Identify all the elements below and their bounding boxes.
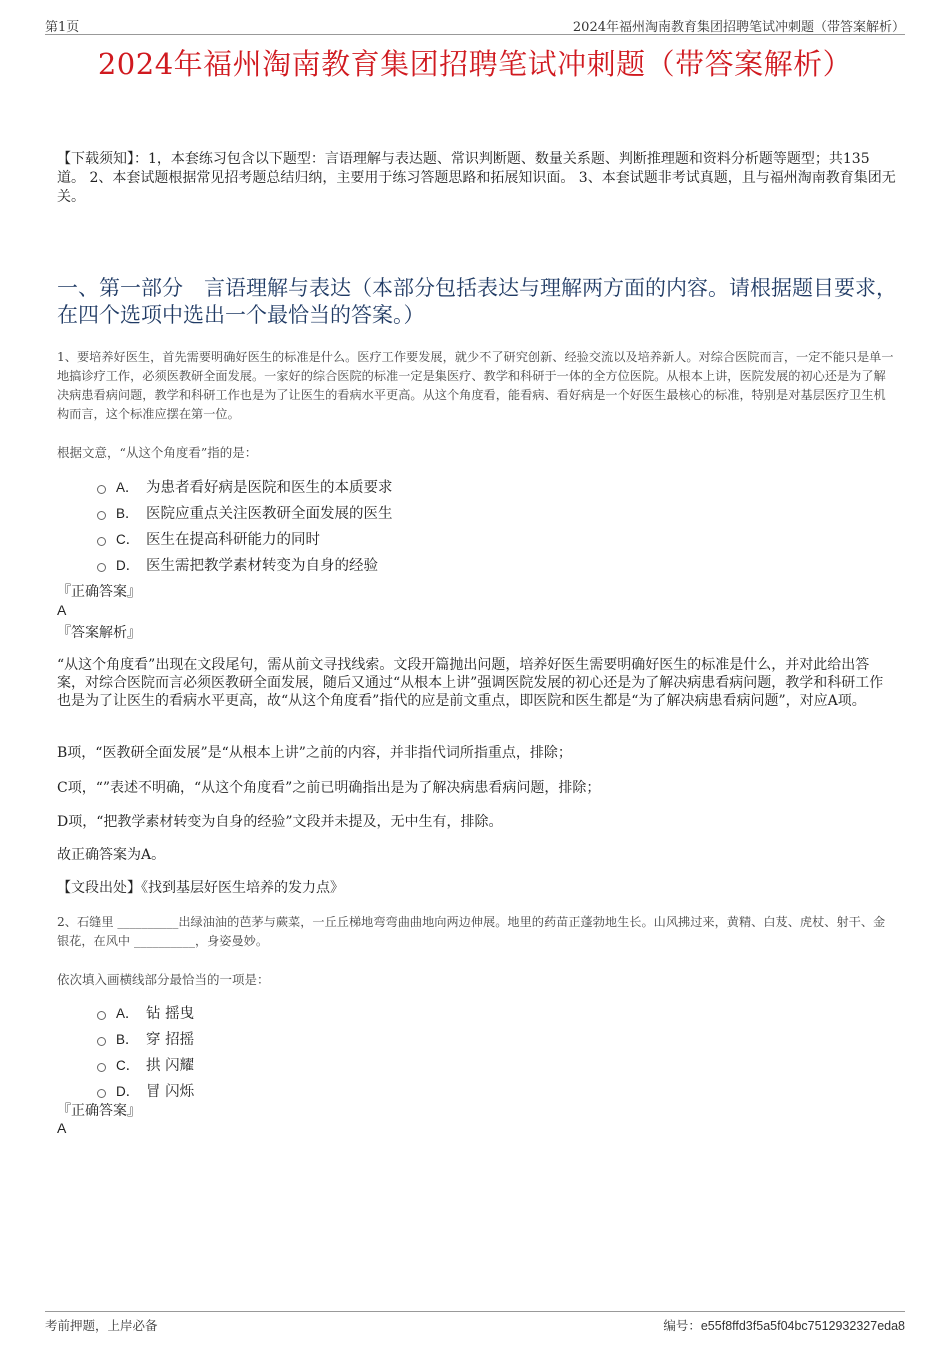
option-a[interactable]	[97, 473, 393, 499]
option-letter: C．	[116, 1058, 140, 1073]
option-text: 拱 闪耀	[146, 1057, 195, 1074]
option-letter: A．	[116, 480, 139, 495]
analysis-paragraph: C项，“”表述不明确，“从这个角度看”之前已明确指出是为了解决病患看病问题，排除；	[57, 780, 601, 796]
question-1-options	[97, 473, 393, 577]
option-c[interactable]	[97, 1051, 194, 1077]
footer-slogan: 考前押题，上岸必备	[45, 1318, 158, 1333]
question-2-text	[57, 913, 897, 951]
download-notice: 【下载须知】：1，本套练习包含以下题型：言语理解与表达题、常识判断题、数量关系题、判断推理题和资料分析题等题型；共135道。 2、本套试题根据常见招考题总结归纳，主要用于练习答题思路和拓展知识面。 3、本套试题非考试真题，且与福州淘南教育集团无关。	[57, 151, 896, 205]
analysis-paragraph: D项，“把教学素材转变为自身的经验”文段并未提及，无中生有，排除。	[57, 814, 503, 830]
question-2-text-part: 2、石缝里	[57, 915, 118, 929]
question-2-prompt: 依次填入画横线部分最恰当的一项是：	[57, 972, 270, 987]
option-text: 医生在提高科研能力的同时	[146, 531, 320, 548]
question-1-prompt: 根据文意，“从这个角度看”指的是：	[57, 445, 258, 460]
option-a[interactable]	[97, 999, 194, 1025]
radio-icon[interactable]	[97, 1037, 106, 1046]
option-letter: A．	[116, 1006, 139, 1021]
radio-icon[interactable]	[97, 1063, 106, 1072]
option-letter: B．	[116, 1032, 139, 1047]
answer-label: 『正确答案』	[57, 584, 141, 600]
option-text: 穿 招摇	[146, 1031, 195, 1048]
analysis-paragraph: “从这个角度看”出现在文段尾句，需从前文寻找线索。文段开篇抛出问题，培养好医生需要明确好医生的标准是什么，并对此给出答案，对综合医院而言必须医教研全面发展，随后又通过“从根本上讲”强调医院发展的初心还是为了解决病患看病问题，教学和科研工作也是为了让医生的看病水平更高，故“从这个角度看”指代的应是前文重点，即医院和医生都是“为了解决病患看病问题”，对应A项。	[57, 657, 884, 709]
answer-value: A	[57, 602, 67, 618]
radio-icon[interactable]	[97, 1089, 106, 1098]
option-letter: B．	[116, 506, 139, 521]
option-letter: D．	[116, 558, 140, 573]
option-b[interactable]	[97, 499, 393, 525]
answer-label: 『正确答案』	[57, 1103, 141, 1119]
question-2-text-part: ，身姿曼妙。	[194, 934, 269, 948]
page-number: 第1页	[45, 20, 80, 35]
document-title: 2024年福州淘南教育集团招聘笔试冲刺题（带答案解析）	[97, 47, 853, 81]
option-d[interactable]	[97, 551, 393, 577]
analysis-label: 『答案解析』	[57, 625, 141, 641]
blank-2: __________	[134, 934, 195, 948]
document-id: 编号：e55f8ffd3f5a5f04bc7512932327eda8	[663, 1319, 905, 1333]
option-text: 医生需把教学素材转变为自身的经验	[146, 557, 378, 574]
option-letter: C．	[116, 532, 140, 547]
option-b[interactable]	[97, 1025, 194, 1051]
section-heading: 一、第一部分 言语理解与表达（本部分包括表达与理解两方面的内容。请根据题目要求，在四个选项中选出一个最恰当的答案。）	[57, 276, 897, 327]
analysis-paragraph: B项，“医教研全面发展”是“从根本上讲”之前的内容，并非指代词所指重点，排除；	[57, 745, 572, 761]
radio-icon[interactable]	[97, 511, 106, 520]
option-text: 冒 闪烁	[146, 1083, 195, 1100]
option-c[interactable]	[97, 525, 393, 551]
option-text: 为患者看好病是医院和医生的本质要求	[146, 479, 393, 496]
running-title: 2024年福州淘南教育集团招聘笔试冲刺题（带答案解析）	[572, 20, 905, 35]
radio-icon[interactable]	[97, 537, 106, 546]
page-header	[45, 14, 905, 35]
page-footer	[45, 1311, 905, 1334]
source-note: 【文段出处】《找到基层好医生培养的发力点》	[57, 880, 344, 896]
analysis-conclusion: 故正确答案为A。	[57, 847, 166, 863]
answer-value: A	[57, 1120, 67, 1136]
radio-icon[interactable]	[97, 485, 106, 494]
question-1-text: 1、要培养好医生，首先需要明确好医生的标准是什么。医疗工作要发展，就少不了研究创新、经验交流以及培养新人。对综合医院而言，一定不能只是单一地搞诊疗工作，必须医教研全面发展。一家好的综合医院的标准一定是集医疗、教学和科研于一体的全方位医院。从根本上讲，医院发展的初心还是为了解决病患看病问题，教学和科研工作也是为了让医生的看病水平更高。从这个角度看，能看病、看好病是一个好医生最核心的标准，特别是对基层医疗卫生机构而言，这个标准应摆在第一位。	[57, 350, 894, 421]
radio-icon[interactable]	[97, 563, 106, 572]
option-text: 钻 摇曳	[146, 1005, 195, 1022]
blank-1: __________	[117, 915, 179, 929]
question-2-options	[97, 999, 194, 1103]
option-text: 医院应重点关注医教研全面发展的医生	[146, 505, 393, 522]
option-letter: D．	[116, 1084, 140, 1099]
question-2-text-part: 出绿油油的芭茅与蕨菜，一丘丘梯地弯弯曲曲地向两边伸展。地里的药苗正蓬勃地生长。山风拂过来，黄精、白芨、虎杖、射干、金银花，在风中	[57, 915, 886, 948]
radio-icon[interactable]	[97, 1011, 106, 1020]
